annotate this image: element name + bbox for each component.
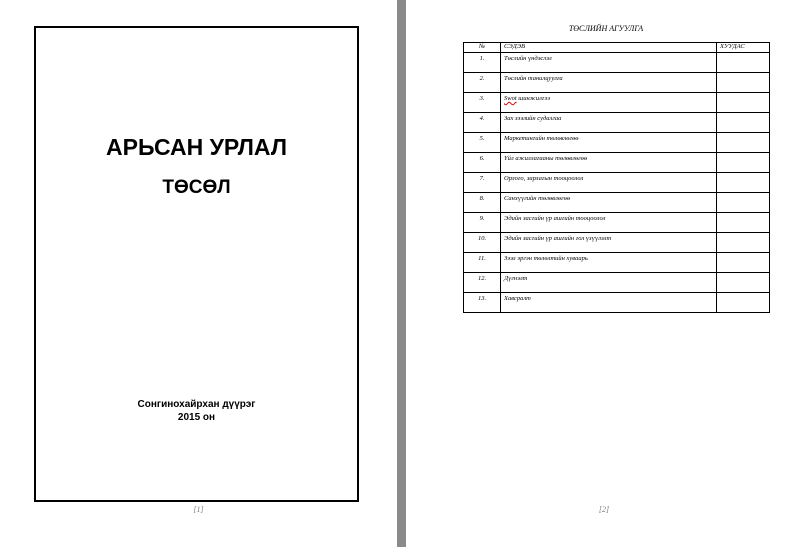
table-header-row xyxy=(464,43,770,53)
cover-title: АРЬСАН УРЛАЛ xyxy=(106,134,287,160)
contents-page xyxy=(406,0,802,547)
table-row xyxy=(464,193,770,213)
row-number: 2. xyxy=(464,73,501,93)
row-number: 8. xyxy=(464,193,501,213)
row-pages xyxy=(717,213,770,233)
row-number: 6. xyxy=(464,153,501,173)
table-row xyxy=(464,213,770,233)
row-pages xyxy=(717,273,770,293)
table-row xyxy=(464,273,770,293)
cover-subtitle: ТӨСӨЛ xyxy=(162,177,231,198)
row-topic: Дүгнэлт xyxy=(501,273,717,293)
row-pages xyxy=(717,173,770,193)
row-topic: Төслийн танилцуулга xyxy=(501,73,717,93)
row-topic: Төслийн үндэслэл xyxy=(501,53,717,73)
spelling-error-marker: Swot xyxy=(504,95,517,102)
table-row xyxy=(464,253,770,273)
row-pages xyxy=(717,193,770,213)
table-row xyxy=(464,293,770,313)
row-topic: Санхүүгийн төлөвлөгөө xyxy=(501,193,717,213)
table-row xyxy=(464,173,770,193)
row-number: 7. xyxy=(464,173,501,193)
row-number: 11. xyxy=(464,253,501,273)
table-row xyxy=(464,233,770,253)
row-pages xyxy=(717,133,770,153)
row-number: 1. xyxy=(464,53,501,73)
column-header-pages: ХУУДАС xyxy=(717,43,770,53)
row-topic: Эдийн засгийн үр ашгийн гол үзүүлэлт xyxy=(501,233,717,253)
table-row xyxy=(464,53,770,73)
row-number: 10. xyxy=(464,233,501,253)
row-topic: Зээл эргэн төлөлтийн хуваарь xyxy=(501,253,717,273)
contents-table xyxy=(463,42,770,313)
page-number: [2] xyxy=(598,505,610,514)
row-pages xyxy=(717,93,770,113)
row-pages xyxy=(717,253,770,273)
row-topic: Swot шинжилгээ xyxy=(501,93,717,113)
row-number: 4. xyxy=(464,113,501,133)
row-number: 3. xyxy=(464,93,501,113)
row-pages xyxy=(717,113,770,133)
table-row xyxy=(464,73,770,93)
column-header-number: № xyxy=(464,43,501,53)
row-topic: Үйл ажиллагааны төлөвлөгөө xyxy=(501,153,717,173)
row-topic: Зах зээлийн судалгаа xyxy=(501,113,717,133)
page-number: [1] xyxy=(193,505,204,514)
cover-page xyxy=(0,0,397,547)
row-number: 12. xyxy=(464,273,501,293)
table-row xyxy=(464,133,770,153)
row-topic: Эдийн засгийн үр ашгийн тооцоолол xyxy=(501,213,717,233)
table-row xyxy=(464,93,770,113)
cover-year: 2015 он xyxy=(177,412,216,423)
row-number: 5. xyxy=(464,133,501,153)
row-topic: Орлого, зарлагын тооцоолол xyxy=(501,173,717,193)
page-gutter xyxy=(397,0,406,547)
row-topic: Маркетингийн төлөвлөгөө xyxy=(501,133,717,153)
cover-border-frame xyxy=(34,26,359,502)
row-pages xyxy=(717,73,770,93)
row-number: 13. xyxy=(464,293,501,313)
row-pages xyxy=(717,153,770,173)
table-row xyxy=(464,113,770,133)
row-pages xyxy=(717,293,770,313)
row-topic: Хавсралт xyxy=(501,293,717,313)
row-pages xyxy=(717,53,770,73)
table-row xyxy=(464,153,770,173)
row-number: 9. xyxy=(464,213,501,233)
contents-heading: ТӨСЛИЙН АГУУЛГА xyxy=(568,24,644,33)
row-pages xyxy=(717,233,770,253)
column-header-topic: СЭДЭВ xyxy=(501,43,717,53)
cover-location: Сонгинохайрхан дүүрэг xyxy=(137,399,256,410)
